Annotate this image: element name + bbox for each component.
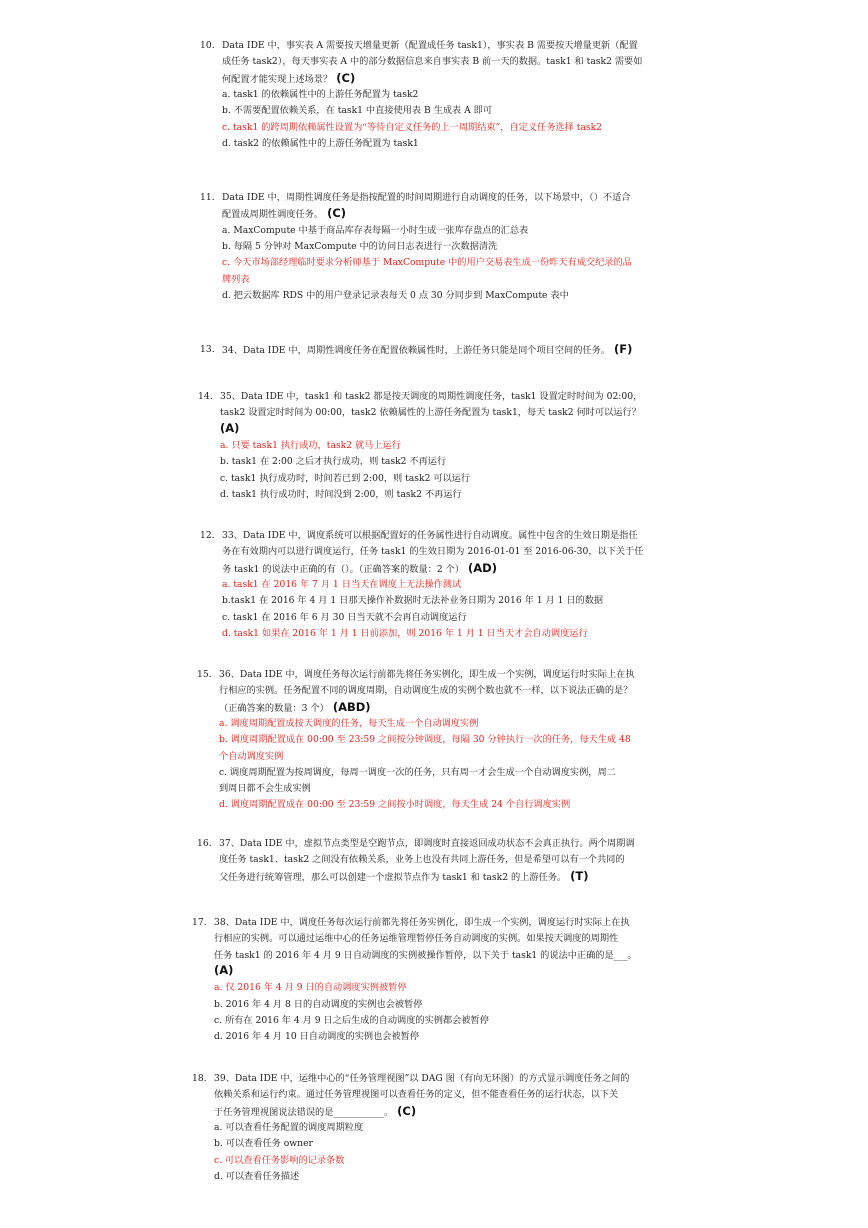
- answer-key: (AD): [464, 560, 497, 575]
- option: a. task1 的依赖属性中的上游任务配置为 task2: [222, 88, 419, 100]
- option: d. 可以查看任务描述: [214, 1170, 300, 1182]
- question-number: 15.: [197, 669, 212, 680]
- option: d. 把云数据库 RDS 中的用户登录记录表每天 0 点 30 分同步到 MaxCompute 表中: [222, 289, 569, 301]
- option-correct: b. 调度周期配置成在 00:00 至 23:59 之间按分钟调度，每隔 30 分钟执行一次的任务，每天生成 48: [219, 734, 631, 746]
- option: b. 2016 年 4 月 8 日的自动调度的实例也会被暂停: [214, 998, 423, 1010]
- question-text-line: 父任务进行统筹管理，那么可以创建一个虚拟节点作为 task1 和 task2 的上游任务。: [219, 871, 567, 883]
- question-line-with-answer: [222, 562, 497, 576]
- question-number: 14.: [198, 391, 213, 402]
- question-text-line: task2 设置定时时间为 00:00，task2 依赖属性的上游任务配置为 task1，每天 task2 何时可以运行？: [220, 407, 641, 419]
- option-correct: d. 调度周期配置成在 00:00 至 23:59 之间按小时调度，每天生成 24 个自行调度实例: [219, 799, 571, 811]
- question-text-line: 38、Data IDE 中，调度任务每次运行前都先将任务实例化，即生成一个实例，调度运行时实际上在执: [214, 917, 630, 928]
- question-text-line: 依赖关系和运行约束。通过任务管理视图可以查看任务的定义，但不能查看任务的运行状态，以下关: [214, 1089, 619, 1101]
- option: b. 可以查看任务 owner: [214, 1138, 313, 1150]
- option-correct: a. 调度周期配置成按天调度的任务，每天生成一个自动调度实例: [219, 717, 479, 729]
- question-number: 13.: [200, 344, 215, 355]
- option-correct: a. task1 在 2016 年 7 月 1 日当天在调度上无法操作测试: [222, 578, 462, 590]
- option: 到周日都不会生成实例: [219, 783, 311, 795]
- question-text-line: 行相应的实例。任务配置不同的调度周期，自动调度生成的实例个数也就不一样，以下说法正确的是？: [219, 685, 633, 697]
- option: b.task1 在 2016 年 4 月 1 日那天操作补数据时无法补业务日期为 2016 年 1 月 1 日的数据: [222, 595, 604, 607]
- question-text-line: 36、Data IDE 中，调度任务每次运行前都先将任务实例化，即生成一个实例，调度运行时实际上在执: [219, 669, 635, 680]
- question-line-with-answer: [222, 343, 632, 357]
- option: d. task2 的依赖属性中的上游任务配置为 task1: [222, 137, 419, 149]
- question-text-line: 行相应的实例。可以通过运维中心的任务运维管理暂停任务自动调度的实例。如果按天调度的周期性: [214, 933, 619, 945]
- option-correct: 个自动调度实例: [219, 750, 284, 762]
- question-text-line: 务在有效期内可以进行调度运行，任务 task1 的生效日期为 2016-01-01 至 2016-06-30，以下关于任: [222, 546, 644, 558]
- question-number: 16.: [197, 838, 212, 849]
- option: b. 不需要配置依赖关系，在 task1 中直接使用表 B 生成表 A 即可: [222, 105, 493, 117]
- question-number: 12.: [200, 530, 215, 541]
- option: c. 所有在 2016 年 4 月 9 日之后生成的自动调度的实例都会被暂停: [214, 1014, 489, 1026]
- option-correct: c. task1 的跨周期依赖属性设置为“等待自定义任务的上一周期结束”，自定义任务选择 task2: [222, 121, 603, 133]
- question-text-line: 何配置才能实现上述场景？: [222, 73, 333, 85]
- question-text-line: 35、Data IDE 中，task1 和 task2 都是按天调度的周期性调度任务，task1 设置定时时间为 02:00，: [220, 391, 643, 402]
- option-correct: 牌列表: [222, 273, 250, 285]
- question-line-with-answer: [222, 207, 346, 221]
- answer-key: (A): [214, 962, 234, 977]
- option-correct: c. 可以查看任务影响的记录条数: [214, 1154, 345, 1166]
- answer-key: (ABD): [328, 699, 371, 714]
- option-correct: d. task1 如果在 2016 年 1 月 1 日前添加，则 2016 年 1 月 1 日当天才会自动调度运行: [222, 627, 588, 639]
- option: c. task1 执行成功时，时间若已到 2:00，则 task2 可以运行: [220, 472, 471, 484]
- question-text-line: 34、Data IDE 中，周期性调度任务在配置依赖属性时，上游任务只能是同个项目空间的任务。: [222, 345, 610, 356]
- question-number: 11.: [200, 192, 215, 203]
- question-text-line: 33、Data IDE 中，调度系统可以根据配置好的任务属性进行自动调度。属性中包含的生效日期是指任: [222, 530, 638, 541]
- answer-key: (F): [610, 342, 633, 356]
- option: a. 可以查看任务配置的调度周期粒度: [214, 1121, 364, 1133]
- question-number: 18.: [192, 1073, 207, 1084]
- answer-key: (T): [566, 868, 589, 883]
- option-correct: a. 只要 task1 执行成功，task2 就马上运行: [220, 439, 401, 451]
- question-text-line: Data IDE 中，事实表 A 需要按天增量更新（配置成任务 task1），事实表 B 需要按天增量更新（配置: [222, 40, 638, 51]
- question-line-with-answer: [219, 870, 588, 884]
- option: a. MaxCompute 中基于商品库存表每隔一小时生成一张库存盘点的汇总表: [222, 224, 529, 236]
- question-text-line: 成任务 task2），每天事实表 A 中的部分数据信息来自事实表 B 前一天的数据。task1 和 task2 需要如: [222, 56, 643, 68]
- option: d. 2016 年 4 月 10 日自动调度的实例也会被暂停: [214, 1031, 420, 1043]
- option-correct: c. 今天市场部经理临时要求分析师基于 MaxCompute 中的用户交易表生成一份昨天有成交纪录的品: [222, 257, 632, 269]
- question-text-line: 于任务管理视图说法错误的是___________。: [214, 1106, 394, 1118]
- option-correct: a. 仅 2016 年 4 月 9 日的自动调度实例被暂停: [214, 982, 407, 994]
- question-number: 17.: [192, 917, 207, 928]
- question-text-line: 度任务 task1、task2 之间没有依赖关系，业务上也没有共同上游任务，但是希望可以有一个共同的: [219, 854, 625, 866]
- question-line-with-answer: [219, 701, 371, 715]
- option: b. 每隔 5 分钟对 MaxCompute 中的访问日志表进行一次数据清洗: [222, 240, 498, 252]
- answer-key: (C): [393, 1103, 417, 1118]
- option: d. task1 执行成功时，时间没到 2:00，则 task2 不再运行: [220, 488, 462, 500]
- question-text-line: （正确答案的数量：3 个）: [219, 702, 329, 714]
- question-text-line: Data IDE 中，周期性调度任务是指按配置的时间周期进行自动调度的任务，以下场景中，（）不适合: [222, 192, 631, 203]
- question-text-line: 务 task1 的说法中正确的有（）。（正确答案的数量：2 个）: [222, 563, 465, 575]
- question-number: 10.: [200, 40, 215, 51]
- option: c. task1 在 2016 年 6 月 30 日当天就不会再自动调度运行: [222, 611, 467, 623]
- option: b. task1 在 2:00 之后才执行成功，则 task2 不再运行: [220, 456, 447, 468]
- option: c. 调度周期配置为按周调度，每周一调度一次的任务，只有周一才会生成一个自动调度实例，周二: [219, 766, 616, 778]
- question-line-with-answer: [222, 72, 355, 86]
- question-text-line: 39、Data IDE 中，运维中心的“任务管理视图”以 DAG 图（有向无环图）的方式显示调度任务之间的: [214, 1073, 630, 1084]
- answer-key: (C): [323, 206, 347, 221]
- question-text-line: 37、Data IDE 中，虚拟节点类型是空跑节点，即调度时直接返回成功状态不会真正执行。两个周期调: [219, 838, 635, 849]
- question-text-line: 任务 task1 的 2016 年 4 月 9 日自动调度的实例被操作暂停，以下关于 task1 的说法中正确的是___。: [214, 949, 637, 961]
- answer-key: (C): [332, 70, 356, 85]
- answer-key: (A): [220, 420, 240, 435]
- question-text-line: 配置成周期性调度任务。: [222, 209, 324, 221]
- question-line-with-answer: [214, 1105, 416, 1119]
